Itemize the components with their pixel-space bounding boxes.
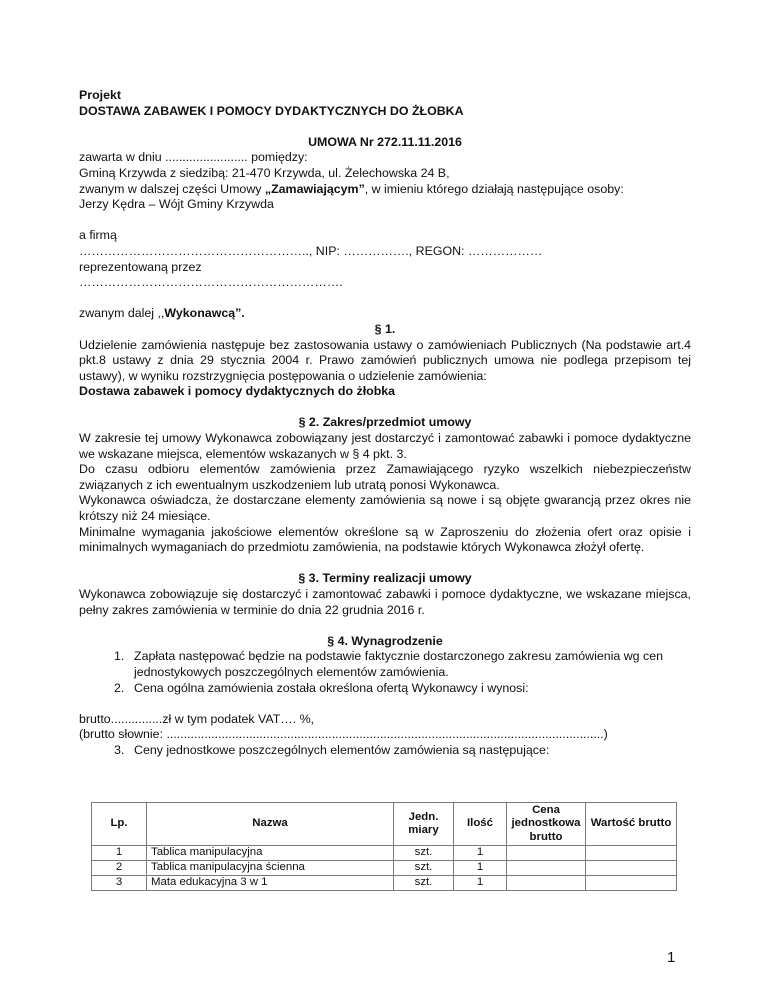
section4-list [79,649,691,696]
cell-lp: 2 [92,861,147,876]
section4-list-cont [79,743,691,759]
party2-rep-label: reprezentowaną przez [79,259,202,274]
gross-in-words: (brutto słownie: ...............................................................................................................................) [79,727,608,742]
page-number: 1 [667,949,676,966]
list-item: 3. Ceny jednostkowe poszczególnych elementów zamówienia są następujące: [114,742,550,757]
col-qty: Ilość [454,803,507,846]
section1-heading: § 1. [374,321,396,336]
party2-rep-value: ………………………………………………………. [79,275,343,290]
list-item: 2. Cena ogólna zamówienia została określona ofertą Wykonawcy i wynosi: [114,680,529,695]
party1-representative: Jerzy Kędra – Wójt Gminy Krzywda [79,197,274,212]
project-label: Projekt [79,88,122,102]
cell-qty: 1 [454,861,507,876]
cell-name: Mata edukacyjna 3 w 1 [147,876,394,891]
contract-concluded: zawarta w dniu ........................ pomiędzy: [79,150,308,165]
section3-heading: § 3. Terminy realizacji umowy [298,571,472,586]
cell-unit: szt. [394,846,454,861]
col-unit-price: Cena jednostkowa brutto [507,803,586,846]
col-name: Nazwa [147,803,394,846]
cell-lp: 3 [92,876,147,891]
document-title: DOSTAWA ZABAWEK I POMOCY DYDAKTYCZNYCH DO ŻŁOBKA [79,103,464,118]
party2-intro: a firmą [79,228,117,243]
party2-fields: ……………………………………………….., NIP: ……………., REGON: ……………… [79,243,543,258]
party1-called: zwanym w dalszej części Umowy „Zamawiającym”, w imieniu którego działają następujące osoby: [79,181,624,196]
cell-name: Tablica manipulacyjna ścienna [147,861,394,876]
party2-called: zwanym dalej ,,Wykonawcą”. [79,306,245,321]
cell-name: Tablica manipulacyjna [147,846,394,861]
cell-price [507,846,586,861]
section1-text: Udzielenie zamówienia następuje bez zastosowania ustawy o zamówieniach Publicznych (Na podstawie art.4 pkt.8 ustawy z dnia 29 stycznia 2004 r. Prawo zamówień publicznych umowa nie podlega przepisom tej ustawy), w wyniku rozstrzygnięcia postępowania o udzielenie zamówienia: [79,337,691,383]
col-unit: Jedn. miary [394,803,454,846]
col-lp: Lp. [92,803,147,846]
list-item: 1. Zapłata następować będzie na podstawie faktycznie dostarczonego zakresu zamówienia wg cen jednostykowych poszczególnych elementów zamówienia. [114,649,663,679]
table-header-row [92,803,677,846]
section3-text: Wykonawca zobowiązuje się dostarczyć i zamontować zabawki i pomoce dydaktyczne, we wskazane miejsca, pełny zakres zamówienia w terminie do dnia 22 grudnia 2016 r. [79,587,691,617]
cell-price [507,876,586,891]
cell-price [507,861,586,876]
section2-para4: Minimalne wymagania jakościowe elementów określone są w Zaproszeniu do złożenia ofert oraz opisie i minimalnych wymaganiach do przedmiotu zamówienia, na podstawie których Wykonawca złożył ofertę. [79,524,691,555]
gross-amount: brutto...............zł w tym podatek VAT…. %, [79,711,315,726]
section4-heading: § 4. Wynagrodzenie [327,633,443,648]
cell-value [586,876,677,891]
section2-para2: Do czasu odbioru elementów zamówienia przez Zamawiającego ryzyko wszelkich niebezpieczeństw związanych z ich ewentualnym uszkodzeniem lub utratą ponosi Wykonawca. [79,462,691,492]
section2-para1: W zakresie tej umowy Wykonawca zobowiązany jest dostarczyć i zamontować zabawki i pomoce dydaktyczne we wskazane miejsca, elementów wskazanych w § 4 pkt. 3. [79,431,691,461]
cell-value [586,846,677,861]
section2-para3: Wykonawca oświadcza, że dostarczane elementy zamówienia są nowe i są objęte gwarancją przez okres nie krótszy niż 24 miesiące. [79,493,691,524]
contract-number: UMOWA Nr 272.11.11.2016 [308,134,462,149]
cell-value [586,861,677,876]
cell-unit: szt. [394,861,454,876]
cell-qty: 1 [454,876,507,891]
table-row [92,846,677,861]
document-page [79,88,691,759]
table-row [92,876,677,891]
col-value: Wartość brutto [586,803,677,846]
party1-address: Gminą Krzywda z siedzibą: 21-470 Krzywda, ul. Żelechowska 24 B, [79,165,450,180]
cell-lp: 1 [92,846,147,861]
table-row [92,861,677,876]
cell-unit: szt. [394,876,454,891]
section2-heading: § 2. Zakres/przedmiot umowy [298,415,472,430]
section1-subject: Dostawa zabawek i pomocy dydaktycznych do żłobka [79,384,396,399]
cell-qty: 1 [454,846,507,861]
price-table [91,802,677,891]
